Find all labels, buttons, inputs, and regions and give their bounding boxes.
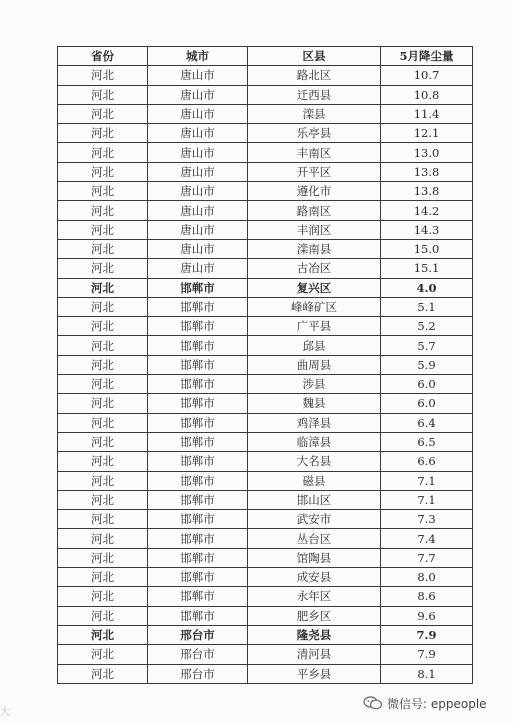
cell-dustfall: 8.1 bbox=[381, 664, 473, 683]
watermark-right-text: 微信号: eppeople bbox=[387, 696, 487, 711]
table-row bbox=[58, 548, 473, 567]
table-body bbox=[58, 66, 473, 684]
cell-city: 邯郸市 bbox=[148, 568, 248, 587]
cell-city: 唐山市 bbox=[148, 143, 248, 162]
cell-province: 河北 bbox=[58, 259, 148, 278]
cell-dustfall: 8.0 bbox=[381, 568, 473, 587]
cell-province: 河北 bbox=[58, 452, 148, 471]
cell-district: 路南区 bbox=[248, 201, 381, 220]
table-row bbox=[58, 529, 473, 548]
cell-province: 河北 bbox=[58, 510, 148, 529]
header-dustfall: 5月降尘量 bbox=[381, 47, 473, 66]
table-row bbox=[58, 239, 473, 258]
cell-city: 邯郸市 bbox=[148, 336, 248, 355]
cell-city: 唐山市 bbox=[148, 66, 248, 85]
table-row bbox=[58, 510, 473, 529]
cell-city: 唐山市 bbox=[148, 124, 248, 143]
cell-province: 河北 bbox=[58, 568, 148, 587]
cell-dustfall: 6.0 bbox=[381, 375, 473, 394]
table-row bbox=[58, 645, 473, 664]
cell-city: 邯郸市 bbox=[148, 355, 248, 374]
table-row bbox=[58, 162, 473, 181]
cell-dustfall: 11.4 bbox=[381, 104, 473, 123]
cell-district: 永年区 bbox=[248, 587, 381, 606]
cell-province: 河北 bbox=[58, 471, 148, 490]
cell-district: 遵化市 bbox=[248, 182, 381, 201]
cell-province: 河北 bbox=[58, 85, 148, 104]
cell-city: 邢台市 bbox=[148, 664, 248, 683]
cell-dustfall: 12.1 bbox=[381, 124, 473, 143]
cell-district: 清河县 bbox=[248, 645, 381, 664]
cell-dustfall: 7.9 bbox=[381, 645, 473, 664]
cell-city: 唐山市 bbox=[148, 201, 248, 220]
cell-district: 隆尧县 bbox=[248, 625, 381, 644]
cell-dustfall: 7.9 bbox=[381, 625, 473, 644]
watermark-left-text: 大 bbox=[0, 707, 10, 718]
cell-city: 唐山市 bbox=[148, 259, 248, 278]
cell-dustfall: 6.0 bbox=[381, 394, 473, 413]
cell-district: 广平县 bbox=[248, 317, 381, 336]
cell-province: 河北 bbox=[58, 645, 148, 664]
cell-province: 河北 bbox=[58, 394, 148, 413]
cell-province: 河北 bbox=[58, 182, 148, 201]
cell-district: 邱县 bbox=[248, 336, 381, 355]
cell-city: 唐山市 bbox=[148, 182, 248, 201]
cell-city: 邯郸市 bbox=[148, 413, 248, 432]
table-row bbox=[58, 587, 473, 606]
cell-city: 邯郸市 bbox=[148, 490, 248, 509]
table-row bbox=[58, 355, 473, 374]
cell-province: 河北 bbox=[58, 548, 148, 567]
table-row bbox=[58, 124, 473, 143]
cell-city: 邯郸市 bbox=[148, 432, 248, 451]
header-city: 城市 bbox=[148, 47, 248, 66]
cell-city: 唐山市 bbox=[148, 162, 248, 181]
cell-district: 肥乡区 bbox=[248, 606, 381, 625]
cell-district: 古冶区 bbox=[248, 259, 381, 278]
cell-dustfall: 13.8 bbox=[381, 162, 473, 181]
cell-district: 开平区 bbox=[248, 162, 381, 181]
cell-district: 迁西县 bbox=[248, 85, 381, 104]
table-row bbox=[58, 490, 473, 509]
cell-district: 丛台区 bbox=[248, 529, 381, 548]
cell-dustfall: 5.7 bbox=[381, 336, 473, 355]
cell-city: 唐山市 bbox=[148, 239, 248, 258]
cell-province: 河北 bbox=[58, 413, 148, 432]
table-row bbox=[58, 104, 473, 123]
cell-district: 滦南县 bbox=[248, 239, 381, 258]
cell-city: 邯郸市 bbox=[148, 394, 248, 413]
cell-province: 河北 bbox=[58, 239, 148, 258]
cell-city: 邢台市 bbox=[148, 625, 248, 644]
cell-city: 邯郸市 bbox=[148, 278, 248, 297]
cell-province: 河北 bbox=[58, 490, 148, 509]
cell-dustfall: 14.2 bbox=[381, 201, 473, 220]
cell-dustfall: 5.9 bbox=[381, 355, 473, 374]
cell-province: 河北 bbox=[58, 664, 148, 683]
cell-province: 河北 bbox=[58, 201, 148, 220]
header-province: 省份 bbox=[58, 47, 148, 66]
cell-district: 峰峰矿区 bbox=[248, 297, 381, 316]
cell-dustfall: 6.6 bbox=[381, 452, 473, 471]
cell-district: 丰润区 bbox=[248, 220, 381, 239]
cell-dustfall: 5.1 bbox=[381, 297, 473, 316]
watermark-left bbox=[0, 703, 10, 718]
cell-province: 河北 bbox=[58, 162, 148, 181]
cell-district: 磁县 bbox=[248, 471, 381, 490]
table-row bbox=[58, 201, 473, 220]
cell-district: 平乡县 bbox=[248, 664, 381, 683]
cell-province: 河北 bbox=[58, 606, 148, 625]
table-row bbox=[58, 413, 473, 432]
table-row bbox=[58, 432, 473, 451]
cell-dustfall: 14.3 bbox=[381, 220, 473, 239]
dustfall-table bbox=[57, 46, 473, 684]
table-row bbox=[58, 664, 473, 683]
cell-city: 唐山市 bbox=[148, 104, 248, 123]
cell-dustfall: 10.7 bbox=[381, 66, 473, 85]
cell-district: 邯山区 bbox=[248, 490, 381, 509]
cell-province: 河北 bbox=[58, 317, 148, 336]
table-row bbox=[58, 220, 473, 239]
cell-city: 邯郸市 bbox=[148, 529, 248, 548]
cell-city: 邯郸市 bbox=[148, 375, 248, 394]
cell-dustfall: 10.8 bbox=[381, 85, 473, 104]
cell-province: 河北 bbox=[58, 529, 148, 548]
cell-district: 魏县 bbox=[248, 394, 381, 413]
cell-province: 河北 bbox=[58, 375, 148, 394]
cell-city: 邯郸市 bbox=[148, 452, 248, 471]
cell-city: 邢台市 bbox=[148, 645, 248, 664]
cell-district: 滦县 bbox=[248, 104, 381, 123]
cell-dustfall: 7.3 bbox=[381, 510, 473, 529]
table-row bbox=[58, 85, 473, 104]
table-row bbox=[58, 66, 473, 85]
header-district: 区县 bbox=[248, 47, 381, 66]
cell-dustfall: 8.6 bbox=[381, 587, 473, 606]
cell-district: 乐亭县 bbox=[248, 124, 381, 143]
cell-city: 邯郸市 bbox=[148, 317, 248, 336]
cell-city: 邯郸市 bbox=[148, 510, 248, 529]
cell-district: 馆陶县 bbox=[248, 548, 381, 567]
table-header bbox=[58, 47, 473, 66]
cell-district: 大名县 bbox=[248, 452, 381, 471]
cell-province: 河北 bbox=[58, 278, 148, 297]
cell-dustfall: 7.4 bbox=[381, 529, 473, 548]
cell-dustfall: 13.8 bbox=[381, 182, 473, 201]
cell-province: 河北 bbox=[58, 220, 148, 239]
cell-district: 路北区 bbox=[248, 66, 381, 85]
cell-dustfall: 15.1 bbox=[381, 259, 473, 278]
cell-dustfall: 4.0 bbox=[381, 278, 473, 297]
cell-district: 涉县 bbox=[248, 375, 381, 394]
cell-province: 河北 bbox=[58, 66, 148, 85]
cell-province: 河北 bbox=[58, 104, 148, 123]
cell-city: 唐山市 bbox=[148, 85, 248, 104]
cell-province: 河北 bbox=[58, 625, 148, 644]
table-row bbox=[58, 317, 473, 336]
cell-district: 成安县 bbox=[248, 568, 381, 587]
cell-province: 河北 bbox=[58, 432, 148, 451]
table-row bbox=[58, 625, 473, 644]
table-row bbox=[58, 182, 473, 201]
wechat-icon bbox=[363, 696, 383, 710]
table-row bbox=[58, 452, 473, 471]
cell-dustfall: 15.0 bbox=[381, 239, 473, 258]
cell-dustfall: 7.1 bbox=[381, 490, 473, 509]
cell-province: 河北 bbox=[58, 124, 148, 143]
cell-district: 复兴区 bbox=[248, 278, 381, 297]
cell-dustfall: 7.1 bbox=[381, 471, 473, 490]
table-row bbox=[58, 394, 473, 413]
cell-province: 河北 bbox=[58, 587, 148, 606]
table-row bbox=[58, 568, 473, 587]
cell-province: 河北 bbox=[58, 143, 148, 162]
cell-district: 曲周县 bbox=[248, 355, 381, 374]
cell-district: 鸡泽县 bbox=[248, 413, 381, 432]
cell-city: 邯郸市 bbox=[148, 297, 248, 316]
table-row bbox=[58, 297, 473, 316]
cell-dustfall: 9.6 bbox=[381, 606, 473, 625]
cell-district: 丰南区 bbox=[248, 143, 381, 162]
cell-dustfall: 13.0 bbox=[381, 143, 473, 162]
cell-city: 邯郸市 bbox=[148, 587, 248, 606]
table-row bbox=[58, 143, 473, 162]
table-row bbox=[58, 278, 473, 297]
cell-dustfall: 5.2 bbox=[381, 317, 473, 336]
cell-dustfall: 7.7 bbox=[381, 548, 473, 567]
table-row bbox=[58, 259, 473, 278]
cell-city: 邯郸市 bbox=[148, 471, 248, 490]
table-row bbox=[58, 471, 473, 490]
cell-province: 河北 bbox=[58, 355, 148, 374]
cell-province: 河北 bbox=[58, 297, 148, 316]
table-row bbox=[58, 375, 473, 394]
cell-district: 武安市 bbox=[248, 510, 381, 529]
table-row bbox=[58, 606, 473, 625]
cell-dustfall: 6.5 bbox=[381, 432, 473, 451]
cell-city: 邯郸市 bbox=[148, 548, 248, 567]
cell-province: 河北 bbox=[58, 336, 148, 355]
table-row bbox=[58, 336, 473, 355]
watermark-right bbox=[363, 694, 487, 712]
cell-dustfall: 6.4 bbox=[381, 413, 473, 432]
cell-city: 唐山市 bbox=[148, 220, 248, 239]
cell-district: 临漳县 bbox=[248, 432, 381, 451]
cell-city: 邯郸市 bbox=[148, 606, 248, 625]
